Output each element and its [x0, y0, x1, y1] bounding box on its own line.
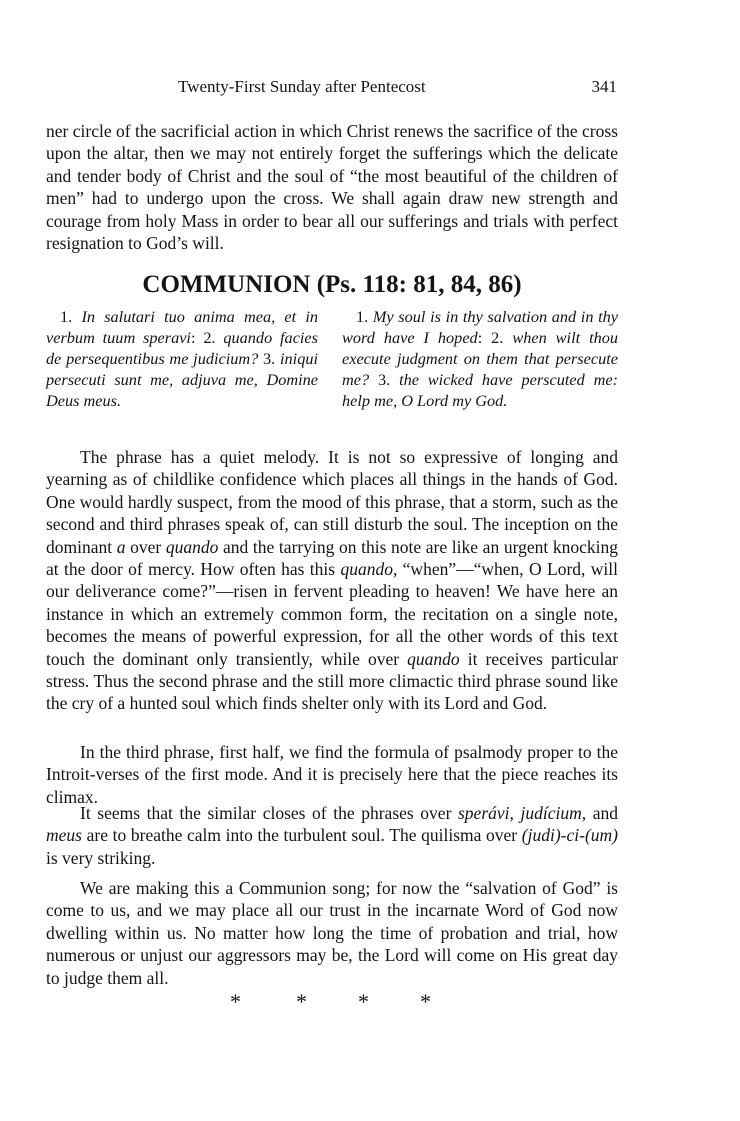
verse-number: : 2.: [477, 327, 504, 347]
psalm-reference: (Ps. 118: 81, 84, 86): [316, 271, 522, 298]
text-run: and the tarrying on this note are like an urgent knocking at the door of mercy. How often has this: [46, 536, 618, 580]
section-break: [0, 990, 740, 1014]
verse-number: 3.: [258, 348, 276, 368]
text-run: is very striking.: [46, 847, 156, 868]
english-text: [342, 307, 618, 412]
emphasis: meus: [46, 825, 82, 846]
verse-number: 3.: [369, 369, 391, 389]
text-run: It seems that the similar closes of the phrases over: [80, 803, 458, 823]
asterisk: *: [358, 989, 369, 1014]
text-run: are to breathe calm into the turbulent soul. The quilisma over: [81, 825, 522, 846]
emphasis: (judi)-ci-(um): [521, 825, 618, 846]
emphasis: quando: [407, 648, 460, 669]
english-text-column: [342, 307, 618, 412]
latin-text-column: [46, 307, 318, 412]
commentary-paragraph-1: [46, 446, 618, 715]
english-verse-3: the wicked have perscuted me: help me, O Lord my God.: [342, 369, 619, 410]
emphasis: sperávi, judícium,: [458, 803, 587, 823]
latin-verse-2: quando facies de persequentibus me judicium?: [46, 327, 318, 368]
intro-paragraph: ner circle of the sacrificial action in which Christ renews the sacrifice of the cross upon the altar, then we may not entirely forget the sufferings which the delicate and tender body of Christ and the soul of “the most beautiful of the children of men” had to undergo upon the cross. We shall again draw new strength and courage from holy Mass in order to bear all our sufferings and trials with perfect resignation to God’s will.: [46, 121, 618, 254]
emphasis: quando,: [340, 559, 398, 580]
text-run: The phrase has a quiet melody. It is not so expressive of longing and yearning as of childlike confidence which places all things in the hands of God. One would hardly suspect, from the mood of this phrase, that a storm, such as the second and third phrases speak of, can still disturb the soul. The inception on the dominant: [46, 447, 618, 557]
text-run: over: [125, 536, 166, 557]
emphasis: quando: [165, 536, 219, 557]
asterisk: *: [296, 989, 307, 1014]
asterisk: *: [420, 989, 431, 1014]
text-run: “when”—“when, O Lord, will our deliverance come?”—risen in fervent pleading to heaven! We have here an instance in which an extremely common form, the recitation on a single note, becomes the means of powerful expression, for all the other words of this text touch the dominant only transiently, while over: [46, 559, 618, 669]
emphasis: a: [116, 536, 126, 557]
commentary-paragraph-3: [46, 802, 618, 869]
english-verse-2: when wilt thou execute judgment on them that persecute me?: [342, 327, 619, 389]
running-head: [46, 74, 617, 100]
verse-number: : 2.: [190, 327, 216, 347]
text-run: and: [586, 803, 618, 823]
running-title: Twenty-First Sunday after Pentecost: [178, 77, 426, 96]
commentary-paragraph-2: In the third phrase, first half, we find the formula of psalmody proper to the Introit-verses of the first mode. And it is precisely here that the piece reaches its climax.: [46, 742, 618, 807]
asterisk: *: [230, 989, 241, 1014]
latin-verse-1: In salutari tuo anima mea, et in verbum tuum speravi: [46, 307, 319, 347]
english-verse-1: My soul is in thy salvation and in thy word have I hoped: [342, 307, 618, 347]
verse-number: 1.: [356, 307, 369, 326]
latin-verse-3: iniqui persecuti sunt me, adjuva me, Domine Deus meus.: [46, 348, 319, 410]
latin-text: [46, 307, 318, 412]
section-title: COMMUNION: [142, 271, 311, 298]
section-heading: [46, 270, 618, 300]
verse-number: 1.: [60, 307, 73, 326]
text-run: it receives particular stress. Thus the second phrase and the still more climactic third phrase sound like the cry of a hunted soul which finds shelter only with its Lord and God.: [46, 648, 618, 714]
page-number: 341: [591, 77, 617, 96]
commentary-paragraph-4: We are making this a Communion song; for now the “salvation of God” is come to us, and we may place all our trust in the incarnate Word of God now dwelling within us. No matter how long the time of probation and trial, how numerous or unjust our aggressors may be, the Lord will come on His great day to judge them all.: [46, 878, 618, 988]
